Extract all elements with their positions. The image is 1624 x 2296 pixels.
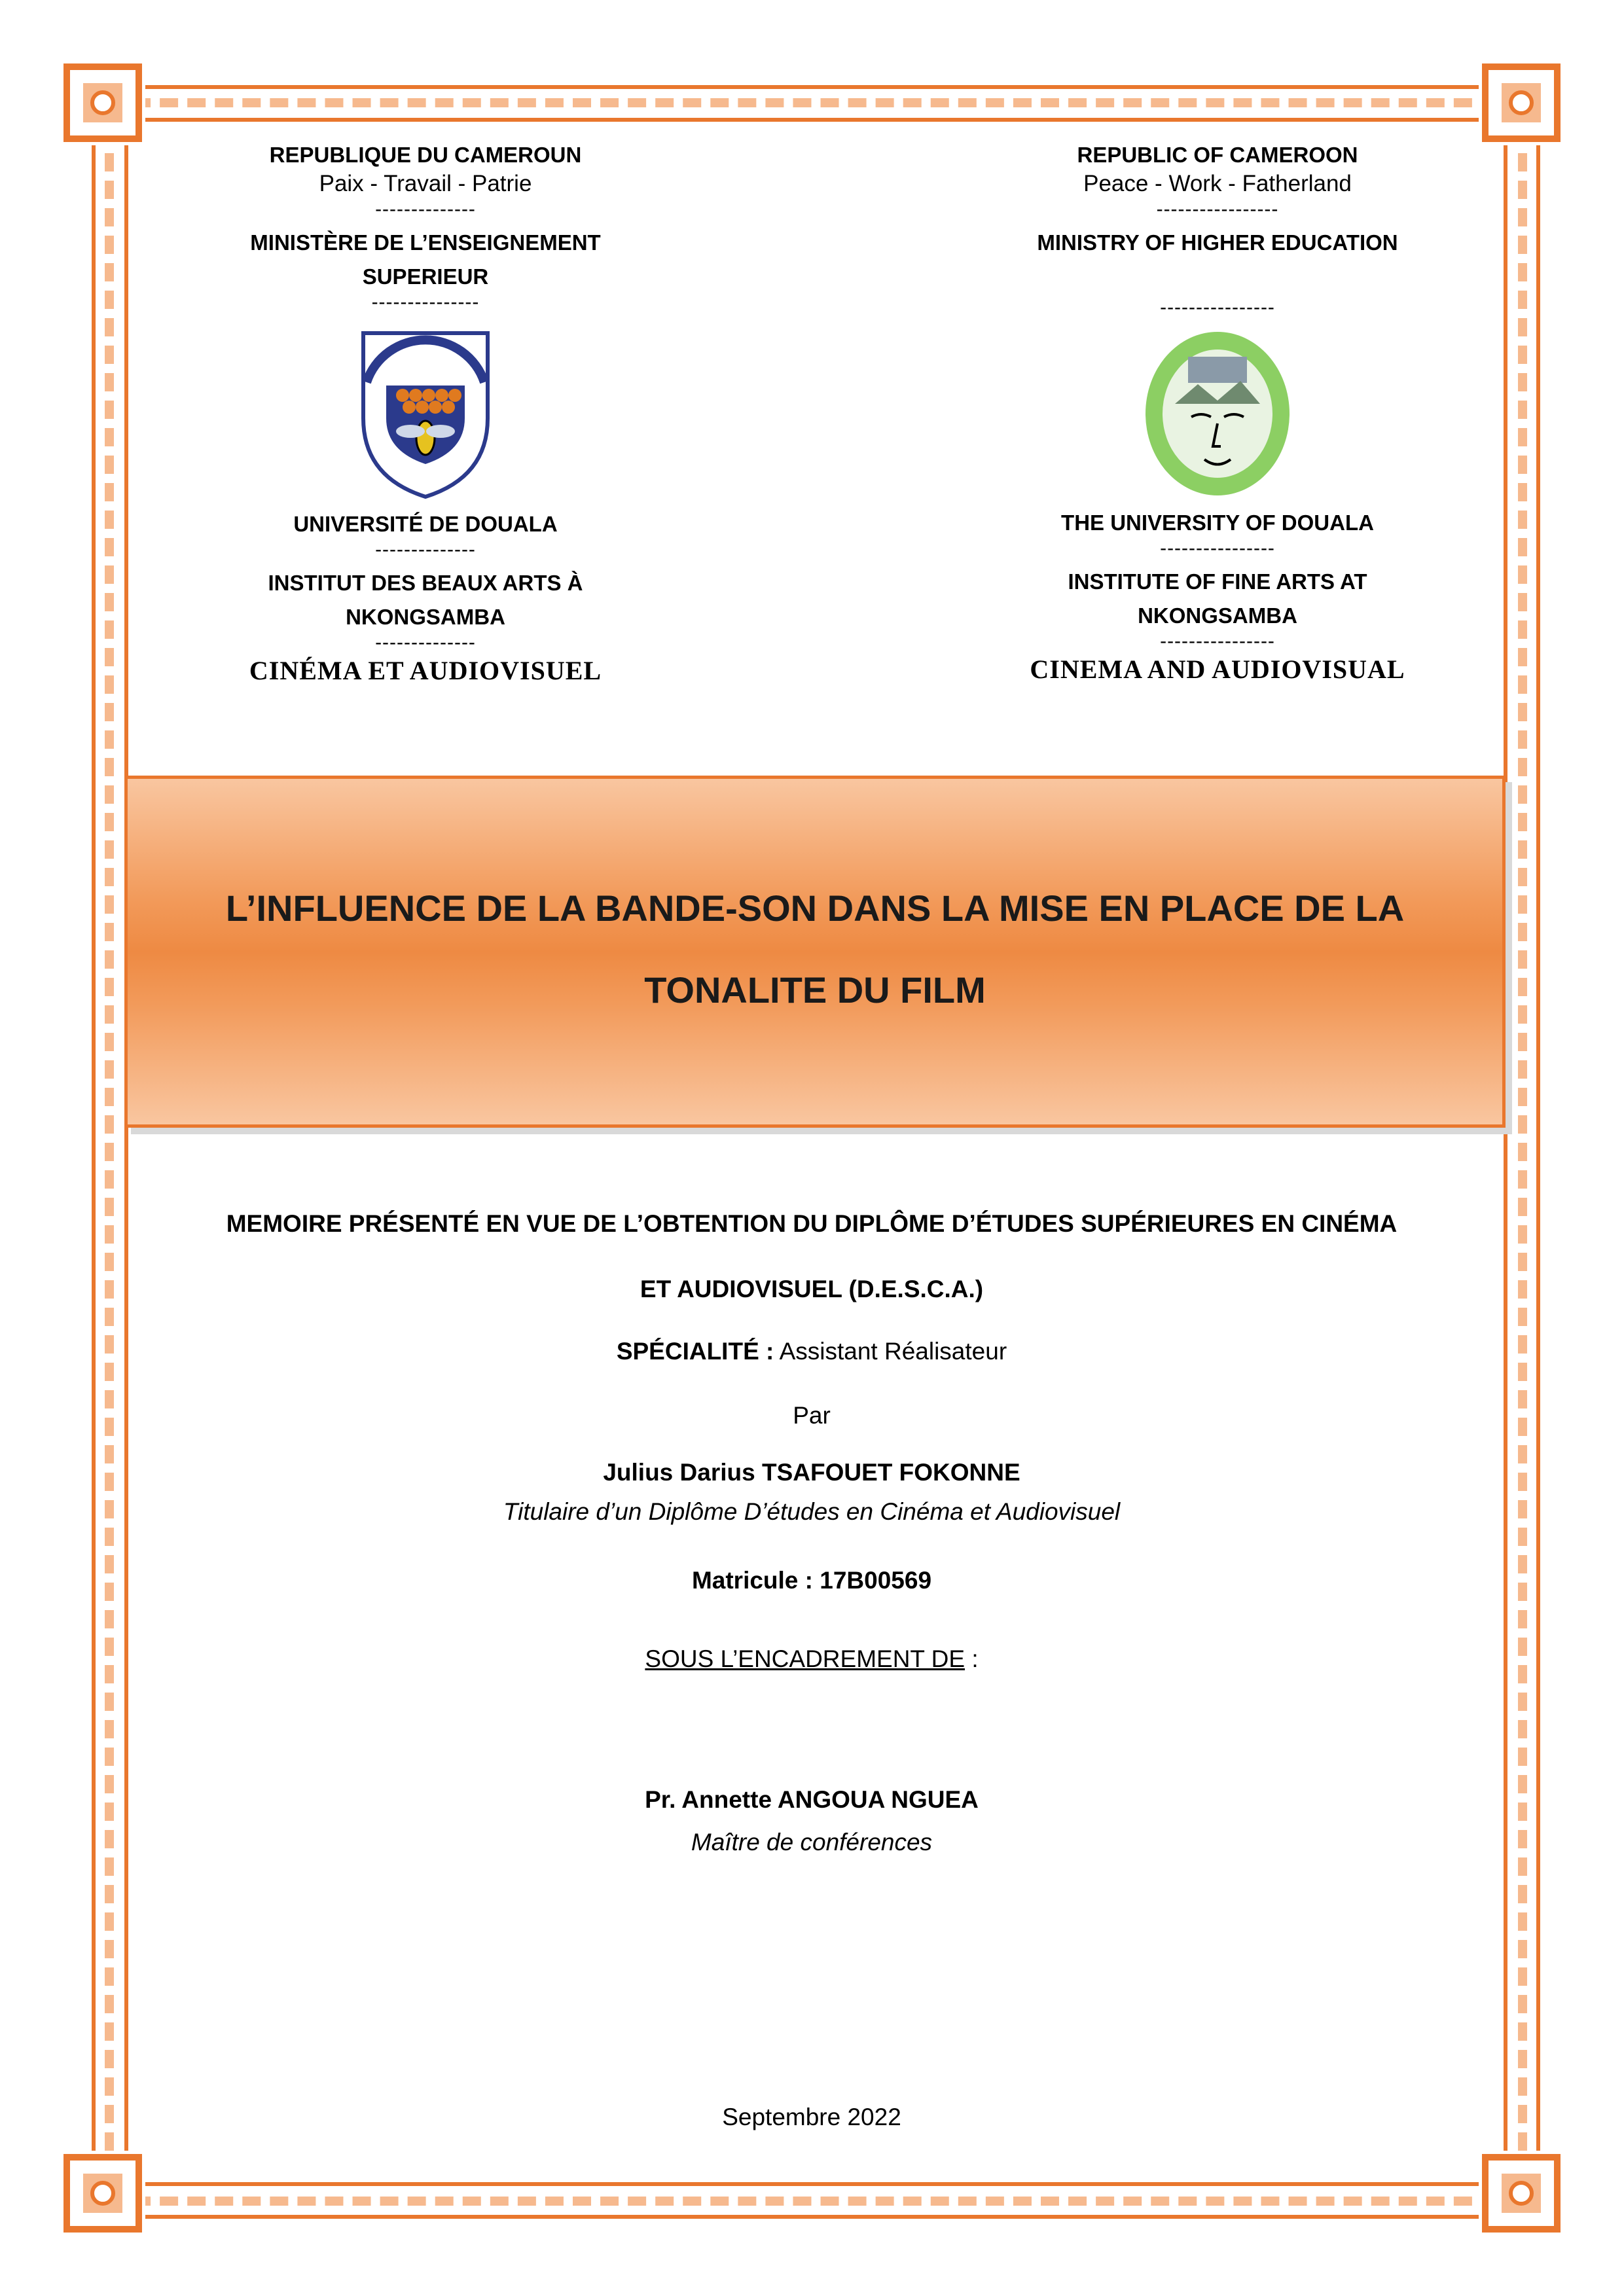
institute-fr-line1: INSTITUT DES BEAUX ARTS À bbox=[268, 571, 583, 595]
memoir-line2: ET AUDIOVISUEL (D.E.S.C.A.) bbox=[640, 1276, 984, 1302]
separator: ---------------- bbox=[1160, 630, 1275, 652]
memoir-description bbox=[131, 1191, 1492, 1322]
country-name-fr: REPUBLIQUE DU CAMEROUN bbox=[269, 143, 582, 167]
university-of-douala-logo-icon bbox=[350, 320, 501, 503]
specialty-label: SPÉCIALITÉ : bbox=[616, 1338, 774, 1365]
ministry-fr-line1: MINISTÈRE DE L’ENSEIGNEMENT bbox=[250, 230, 601, 255]
institute-en-line2: NKONGSAMBA bbox=[1138, 603, 1297, 628]
ministry-fr-line2: SUPERIEUR bbox=[362, 264, 489, 289]
separator: ---------------- bbox=[1160, 296, 1275, 318]
separator: ----------------- bbox=[1156, 198, 1279, 220]
submission-date: Septembre 2022 bbox=[722, 2104, 901, 2130]
header-right-column bbox=[982, 141, 1453, 687]
supervision-label: SOUS L’ENCADREMENT DE bbox=[645, 1645, 965, 1672]
supervision-heading bbox=[131, 1643, 1492, 1676]
separator: -------------- bbox=[375, 539, 476, 560]
thesis-title-box bbox=[124, 776, 1506, 1128]
motto-fr: Paix - Travail - Patrie bbox=[319, 171, 532, 196]
institute-en-line1: INSTITUTE OF FINE ARTS AT bbox=[1068, 569, 1367, 594]
department-fr: CINÉMA ET AUDIOVISUEL bbox=[249, 656, 602, 685]
corner-ornament-icon bbox=[60, 2151, 145, 2236]
author-name: Julius Darius TSAFOUET FOKONNE bbox=[603, 1459, 1020, 1486]
corner-ornament-icon bbox=[1479, 2151, 1564, 2236]
corner-ornament-icon bbox=[1479, 60, 1564, 145]
header-left-column bbox=[223, 141, 628, 688]
supervision-colon: : bbox=[965, 1645, 979, 1672]
university-name-en: THE UNIVERSITY OF DOUALA bbox=[1061, 511, 1374, 535]
ministry-en: MINISTRY OF HIGHER EDUCATION bbox=[1037, 230, 1398, 255]
memoir-line1: MEMOIRE PRÉSENTÉ EN VUE DE L’OBTENTION DU DIPLÔME D’ÉTUDES SUPÉRIEURES EN CINÉMA bbox=[226, 1210, 1398, 1237]
thesis-title-line1: L’INFLUENCE DE LA BANDE-SON DANS LA MISE EN PLACE DE LA bbox=[225, 888, 1405, 929]
by-label: Par bbox=[793, 1402, 831, 1429]
corner-ornament-icon bbox=[60, 60, 145, 145]
matricule: Matricule : 17B00569 bbox=[691, 1567, 932, 1594]
separator: -------------- bbox=[375, 198, 476, 220]
thesis-title bbox=[128, 867, 1502, 1031]
supervisor-rank: Maître de conférences bbox=[691, 1829, 933, 1856]
department-en: CINEMA AND AUDIOVISUAL bbox=[1030, 655, 1405, 684]
country-name-en: REPUBLIC OF CAMEROON bbox=[1077, 143, 1358, 167]
author-qualification: Titulaire d’un Diplôme D’études en Cinéma et Audiovisuel bbox=[503, 1498, 1121, 1525]
thesis-title-line2: TONALITE DU FILM bbox=[644, 969, 986, 1011]
separator: -------------- bbox=[375, 632, 476, 653]
institute-fr-line2: NKONGSAMBA bbox=[346, 605, 505, 629]
separator: ---------------- bbox=[1160, 537, 1275, 559]
iba-nkongsamba-logo-icon bbox=[1136, 325, 1299, 502]
separator: --------------- bbox=[371, 291, 480, 313]
specialty-value: Assistant Réalisateur bbox=[774, 1338, 1007, 1365]
supervisor-name: Pr. Annette ANGOUA NGUEA bbox=[645, 1786, 979, 1813]
specialty bbox=[131, 1335, 1492, 1368]
university-name-fr: UNIVERSITÉ DE DOUALA bbox=[293, 512, 558, 536]
motto-en: Peace - Work - Fatherland bbox=[1083, 171, 1352, 196]
